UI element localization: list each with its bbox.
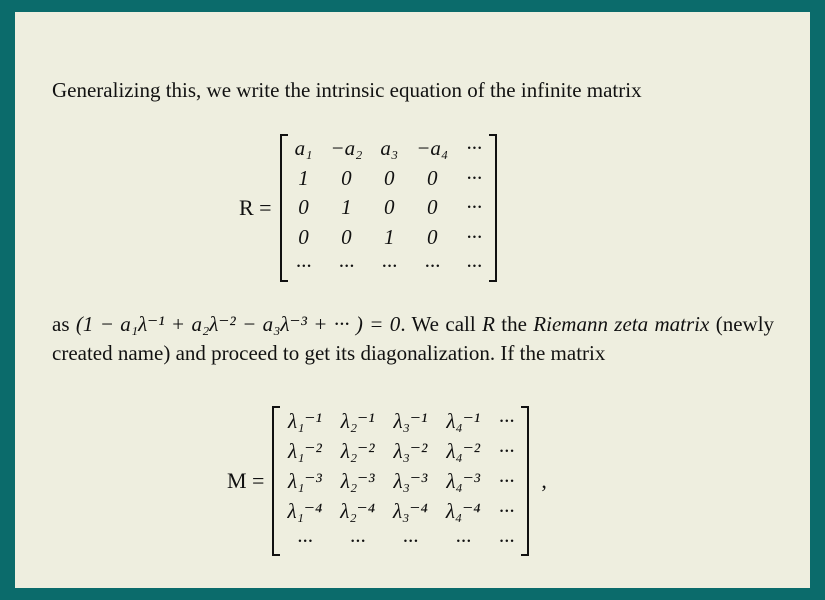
matrix-row: [278, 526, 523, 556]
matrix-row: [278, 406, 523, 436]
matrix-cell: λ₄⁻¹: [446, 408, 481, 433]
matrix-cell: 0: [298, 195, 309, 220]
matrix-cell: 0: [384, 195, 395, 220]
matrix-cell: ···: [381, 254, 398, 279]
matrix-cell: λ₂⁻⁴: [340, 498, 376, 523]
matrix-cell: ···: [349, 528, 366, 553]
matrix-row: [278, 436, 523, 466]
matrix-row: [278, 496, 523, 526]
trailing-comma: ,: [541, 468, 547, 493]
matrix-cell: λ₃⁻³: [393, 468, 428, 493]
matrix-cell: ···: [466, 165, 482, 190]
equation-M: [227, 406, 547, 556]
equation-R: [239, 134, 497, 282]
matrix-cell: a₃: [380, 136, 399, 161]
we-call-text: . We call: [400, 312, 476, 336]
as-word: as: [52, 312, 70, 336]
matrix-cell: ···: [466, 224, 482, 249]
matrix-R-table: [286, 134, 491, 282]
matrix-cell: ···: [498, 498, 515, 523]
matrix-M-table: [278, 406, 523, 556]
matrix-cell: λ₄⁻⁴: [445, 498, 481, 523]
matrix-cell: 0: [426, 165, 438, 190]
matrix-cell: ···: [455, 528, 472, 553]
matrix-R: [280, 134, 497, 282]
matrix-cell: ···: [498, 438, 515, 463]
symbol-R: R: [482, 312, 495, 336]
matrix-cell: λ₃⁻²: [393, 438, 428, 463]
defined-term: Riemann zeta matrix: [533, 312, 710, 336]
matrix-cell: λ₄⁻³: [446, 468, 481, 493]
matrix-row: [286, 223, 491, 253]
matrix-cell: ···: [466, 254, 482, 279]
matrix-cell: ···: [498, 468, 515, 493]
matrix-cell: 0: [426, 195, 438, 220]
matrix-cell: 1: [384, 224, 395, 249]
intro-paragraph: Generalizing this, we write the intrinsic equation of the infinite matrix: [52, 78, 642, 102]
matrix-cell: 0: [298, 224, 309, 249]
matrix-cell: λ₁⁻²: [287, 438, 322, 463]
matrix-row: [286, 252, 491, 282]
matrix-cell: ···: [498, 528, 515, 553]
matrix-M-label: M =: [227, 468, 265, 493]
matrix-cell: λ₁⁻⁴: [287, 498, 323, 523]
matrix-cell: ···: [424, 254, 441, 279]
matrix-cell: λ₁⁻³: [287, 468, 322, 493]
matrix-cell: λ₂⁻¹: [340, 408, 375, 433]
document-page: [15, 12, 810, 588]
matrix-cell: λ₃⁻¹: [393, 408, 428, 433]
matrix-cell: ···: [498, 408, 515, 433]
matrix-cell: 1: [341, 195, 352, 220]
right-bracket: [489, 134, 497, 282]
matrix-cell: 0: [384, 165, 395, 190]
matrix-row: [278, 466, 523, 496]
matrix-cell: λ₂⁻²: [340, 438, 375, 463]
matrix-row: [286, 134, 491, 164]
matrix-cell: ···: [295, 254, 312, 279]
definition-paragraph: [52, 310, 774, 368]
matrix-R-label: R =: [239, 194, 272, 220]
matrix-cell: 0: [426, 224, 438, 249]
the-word: the: [501, 312, 527, 336]
rest-text: (newly created name) and proceed to get its diagonalization. If the matrix: [52, 312, 775, 365]
matrix-cell: ···: [402, 528, 419, 553]
matrix-cell: ···: [466, 195, 482, 220]
matrix-cell: a₁: [294, 136, 313, 161]
right-bracket: [521, 406, 529, 556]
left-bracket: [272, 406, 280, 556]
matrix-cell: −a₂: [330, 136, 363, 161]
matrix-cell: λ₂⁻³: [340, 468, 375, 493]
matrix-cell: 0: [341, 224, 352, 249]
left-bracket: [280, 134, 288, 282]
matrix-cell: −a₄: [416, 136, 449, 161]
matrix-cell: ···: [338, 254, 355, 279]
matrix-cell: 1: [298, 165, 309, 190]
matrix-M: [272, 406, 529, 556]
matrix-cell: λ₃⁻⁴: [393, 498, 428, 523]
matrix-cell: ···: [466, 136, 482, 161]
matrix-cell: 0: [341, 165, 352, 190]
matrix-cell: λ₄⁻²: [446, 438, 481, 463]
matrix-row: [286, 193, 491, 223]
matrix-cell: ···: [296, 528, 313, 553]
characteristic-equation: (1 − a₁λ⁻¹ + a₂λ⁻² − a₃λ⁻³ + ··· ) = 0: [75, 312, 401, 336]
matrix-row: [286, 164, 491, 194]
matrix-cell: λ₁⁻¹: [287, 408, 322, 433]
